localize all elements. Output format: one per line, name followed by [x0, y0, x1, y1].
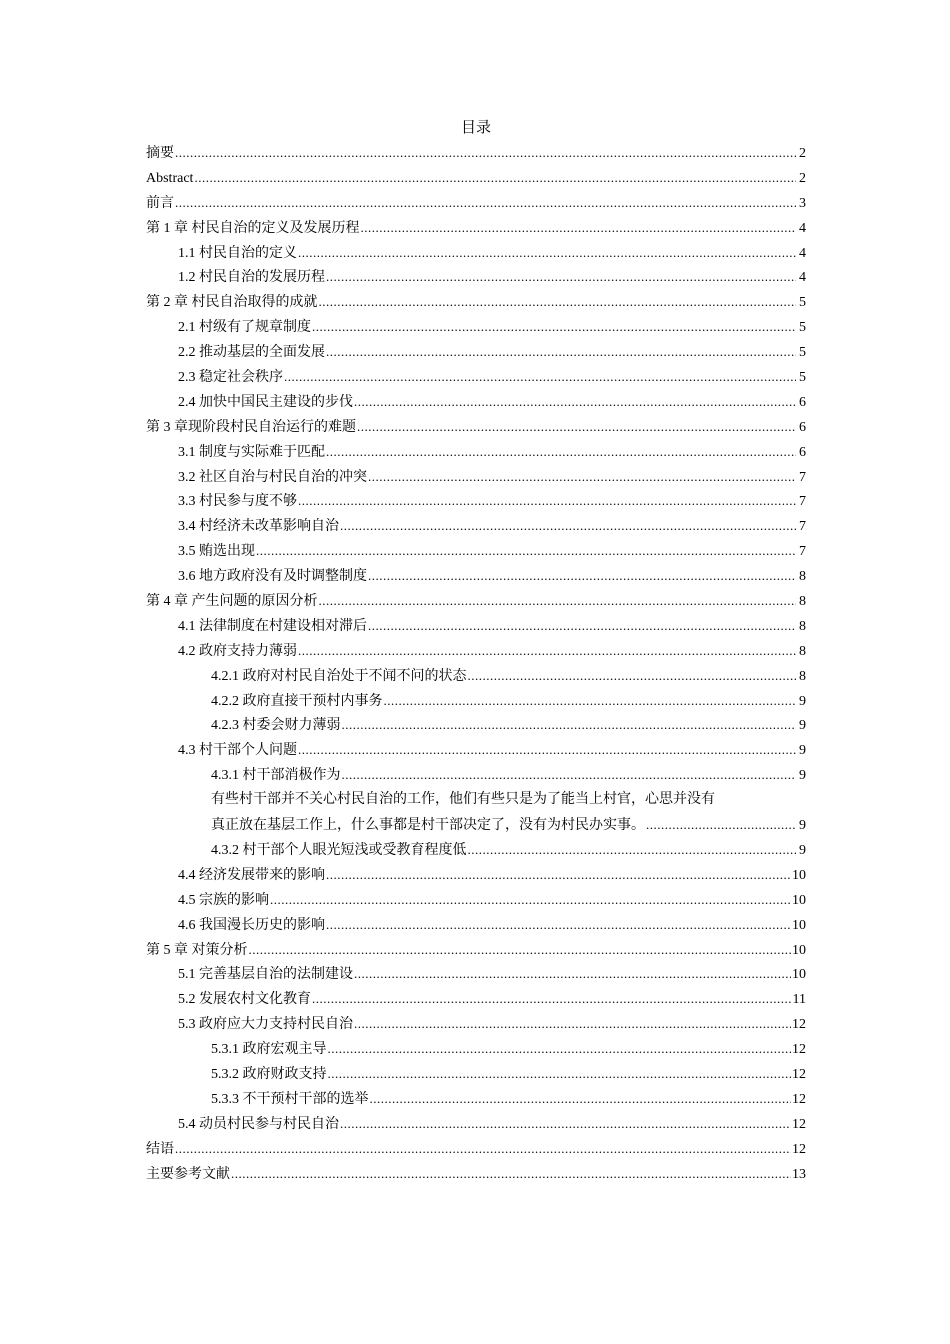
toc-page-number: 11	[792, 992, 806, 1008]
toc-entry[interactable]	[146, 987, 806, 1012]
dot-leader	[298, 639, 796, 664]
dot-leader	[354, 962, 791, 987]
toc-entry[interactable]	[146, 1037, 806, 1062]
toc-entry-text: 第 3 章现阶段村民自治运行的难题	[146, 419, 356, 435]
toc-page-number: 12	[792, 1141, 806, 1157]
toc-entry[interactable]	[146, 265, 806, 290]
dot-leader	[361, 216, 797, 241]
toc-page-number: 12	[792, 1042, 806, 1058]
toc-entry-text: 5.3.2 政府财政支持	[211, 1066, 327, 1082]
dot-leader	[175, 1137, 791, 1162]
toc-entry-text: 4.6 我国漫长历史的影响	[178, 917, 325, 933]
toc-page-number: 8	[799, 594, 806, 610]
toc-entry[interactable]	[146, 589, 806, 614]
dot-leader	[298, 241, 796, 266]
toc-page-number: 6	[799, 444, 806, 460]
toc-entry-text: 5.3.1 政府宏观主导	[211, 1042, 327, 1058]
toc-entry-text: 3.2 社区自治与村民自治的冲突	[178, 469, 367, 485]
toc-entry[interactable]	[146, 962, 806, 987]
toc-entry-text: 4.1 法律制度在村建设相对滞后	[178, 618, 367, 634]
toc-entry[interactable]	[146, 315, 806, 340]
dot-leader	[354, 390, 796, 415]
toc-entry[interactable]	[146, 863, 806, 888]
toc-page-number: 9	[799, 768, 806, 784]
toc-page-number: 7	[799, 519, 806, 535]
dot-leader	[312, 315, 796, 340]
toc-entry[interactable]	[146, 166, 806, 191]
dot-leader	[298, 738, 796, 763]
dot-leader	[319, 290, 797, 315]
dot-leader	[340, 1112, 791, 1137]
dot-leader	[370, 1087, 792, 1112]
toc-page-number: 10	[792, 942, 806, 958]
toc-entry[interactable]	[146, 888, 806, 913]
dot-leader	[368, 564, 796, 589]
toc-page-number: 12	[792, 1066, 806, 1082]
dot-leader	[468, 838, 797, 863]
toc-entry-text: 3.1 制度与实际难于匹配	[178, 444, 325, 460]
toc-page-number: 5	[799, 295, 806, 311]
toc-entry-text: 2.2 推动基层的全面发展	[178, 345, 325, 361]
toc-entry[interactable]	[146, 938, 806, 963]
toc-entry[interactable]	[146, 614, 806, 639]
toc-entry-text: 4.2.1 政府对村民自治处于不闻不问的状态	[211, 668, 467, 684]
dot-leader	[340, 514, 796, 539]
toc-entry-text: 4.3 村干部个人问题	[178, 743, 297, 759]
toc-entry-text: 第 2 章 村民自治取得的成就	[146, 295, 318, 311]
dot-leader	[326, 265, 796, 290]
toc-entry-text: 5.4 动员村民参与村民自治	[178, 1116, 339, 1132]
toc-page-number: 10	[792, 917, 806, 933]
toc-entry[interactable]	[146, 1012, 806, 1037]
toc-entry[interactable]	[146, 489, 806, 514]
dot-leader	[326, 863, 791, 888]
dot-leader	[319, 589, 797, 614]
toc-entry-text: 4.3.2 村干部个人眼光短浅或受教育程度低	[211, 842, 467, 858]
dot-leader	[231, 1162, 791, 1187]
toc-entry[interactable]	[146, 639, 806, 664]
toc-page-number: 7	[799, 494, 806, 510]
toc-entry-text: Abstract	[146, 170, 194, 186]
toc-page-number: 12	[792, 1116, 806, 1132]
toc-entry-text: 2.4 加快中国民主建设的步伐	[178, 394, 353, 410]
toc-entry[interactable]	[146, 514, 806, 539]
dot-leader	[342, 763, 797, 788]
toc-entry-text: 2.1 村级有了规章制度	[178, 320, 311, 336]
toc-entry[interactable]	[146, 813, 806, 838]
toc-page-number: 12	[792, 1017, 806, 1033]
toc-entry-text: 主要参考文献	[146, 1166, 230, 1182]
toc-page-number: 4	[799, 245, 806, 261]
toc-paragraph-line: 有些村干部并不关心村民自治的工作，他们有些只是为了能当上村官，心思并没有	[211, 792, 715, 808]
toc-entry-text: 4.4 经济发展带来的影响	[178, 867, 325, 883]
dot-leader	[357, 415, 796, 440]
toc-entry-text: 第 1 章 村民自治的定义及发展历程	[146, 220, 360, 236]
toc-entry[interactable]	[146, 191, 806, 216]
toc-entry[interactable]	[146, 415, 806, 440]
toc-page-number: 7	[799, 544, 806, 560]
toc-page-number: 2	[799, 146, 806, 161]
dot-leader	[328, 1037, 792, 1062]
dot-leader	[354, 1012, 791, 1037]
dot-leader	[342, 713, 797, 738]
toc-entry[interactable]	[146, 913, 806, 938]
toc-entry[interactable]	[146, 1162, 806, 1187]
toc-entry[interactable]	[146, 838, 806, 863]
toc-entry[interactable]	[146, 664, 806, 689]
dot-leader	[312, 987, 792, 1012]
toc-entry-text: 5.2 发展农村文化教育	[178, 992, 311, 1008]
toc-entry[interactable]	[146, 539, 806, 564]
toc-page-number: 4	[799, 220, 806, 236]
toc-entry[interactable]	[146, 1087, 806, 1112]
toc-entry-text: 前言	[146, 195, 174, 211]
dot-leader	[270, 888, 791, 913]
dot-leader	[468, 664, 797, 689]
toc-entry-text: 4.3.1 村干部消极作为	[211, 768, 341, 784]
toc-entry[interactable]	[146, 241, 806, 266]
toc-page-number: 10	[792, 967, 806, 983]
toc-entry[interactable]	[146, 763, 806, 788]
toc-entry-text: 3.4 村经济未改革影响自治	[178, 519, 339, 535]
toc-page-number: 2	[799, 170, 806, 186]
dot-leader	[326, 913, 791, 938]
toc-entry-text: 真正放在基层工作上，什么事都是村干部决定了，没有为村民办实事。	[211, 818, 645, 834]
toc-entry[interactable]	[146, 290, 806, 315]
dot-leader	[175, 191, 796, 216]
toc-entry[interactable]	[146, 1062, 806, 1087]
toc-page-number: 5	[799, 370, 806, 386]
toc-entry-text: 3.6 地方政府没有及时调整制度	[178, 569, 367, 585]
toc-page-number: 8	[799, 668, 806, 684]
toc-page-number: 13	[792, 1166, 806, 1182]
toc-page-number: 7	[799, 469, 806, 485]
dot-leader	[298, 489, 796, 514]
toc-page-number: 10	[792, 867, 806, 883]
toc-entry[interactable]	[146, 440, 806, 465]
toc-entry-text: 5.3.3 不干预村干部的选举	[211, 1091, 369, 1107]
toc-entry-text: 2.3 稳定社会秩序	[178, 370, 283, 386]
toc-page-number: 3	[799, 195, 806, 211]
toc-entry-text: 4.2 政府支持力薄弱	[178, 643, 297, 659]
dot-leader	[284, 365, 796, 390]
table-of-contents	[146, 141, 806, 1186]
dot-leader	[646, 813, 796, 838]
toc-page-number: 9	[799, 693, 806, 709]
toc-entry-text: 结语	[146, 1141, 174, 1157]
toc-entry-text: 第 4 章 产生问题的原因分析	[146, 594, 318, 610]
toc-entry[interactable]	[146, 365, 806, 390]
toc-page-number: 8	[799, 618, 806, 634]
dot-leader	[194, 166, 796, 191]
toc-entry-text: 5.1 完善基层自治的法制建设	[178, 967, 353, 983]
toc-page-number: 10	[792, 892, 806, 908]
toc-entry[interactable]	[146, 1112, 806, 1137]
toc-entry[interactable]	[146, 465, 806, 490]
toc-page-number: 6	[799, 394, 806, 410]
toc-entry[interactable]	[146, 390, 806, 415]
toc-page-number: 12	[792, 1091, 806, 1107]
toc-page-number: 5	[799, 320, 806, 336]
dot-leader	[328, 1062, 792, 1087]
toc-page-number: 5	[799, 345, 806, 361]
toc-page-number: 8	[799, 643, 806, 659]
toc-entry[interactable]	[146, 216, 806, 241]
toc-page-number: 8	[799, 569, 806, 585]
toc-entry-text: 4.2.2 政府直接干预村内事务	[211, 693, 383, 709]
toc-entry[interactable]	[146, 340, 806, 365]
toc-page-number: 9	[799, 842, 806, 858]
toc-entry[interactable]	[146, 1137, 806, 1162]
toc-entry-text: 3.3 村民参与度不够	[178, 494, 297, 510]
toc-entry[interactable]	[146, 141, 806, 166]
dot-leader	[368, 614, 796, 639]
toc-entry-text: 3.5 贿选出现	[178, 544, 255, 560]
toc-entry-text: 1.1 村民自治的定义	[178, 245, 297, 261]
dot-leader	[326, 340, 796, 365]
dot-leader	[256, 539, 796, 564]
dot-leader	[368, 465, 796, 490]
toc-entry-text: 第 5 章 对策分析	[146, 942, 248, 958]
toc-entry-text: 摘要	[146, 146, 174, 161]
toc-entry-text: 1.2 村民自治的发展历程	[178, 270, 325, 286]
toc-entry-text: 4.2.3 村委会财力薄弱	[211, 718, 341, 734]
toc-page-number: 6	[799, 419, 806, 435]
toc-page-number: 4	[799, 270, 806, 286]
toc-entry[interactable]	[146, 689, 806, 714]
toc-title: 目录	[460, 120, 491, 136]
toc-entry[interactable]	[146, 713, 806, 738]
toc-entry-text: 5.3 政府应大力支持村民自治	[178, 1017, 353, 1033]
toc-page-number: 9	[799, 818, 806, 834]
dot-leader	[326, 440, 796, 465]
dot-leader	[175, 141, 796, 166]
dot-leader	[384, 689, 797, 714]
dot-leader	[249, 938, 792, 963]
toc-entry[interactable]	[146, 738, 806, 763]
toc-page-number: 9	[799, 743, 806, 759]
toc-entry-text: 4.5 宗族的影响	[178, 892, 269, 908]
toc-page-number: 9	[799, 718, 806, 734]
toc-entry[interactable]	[146, 564, 806, 589]
